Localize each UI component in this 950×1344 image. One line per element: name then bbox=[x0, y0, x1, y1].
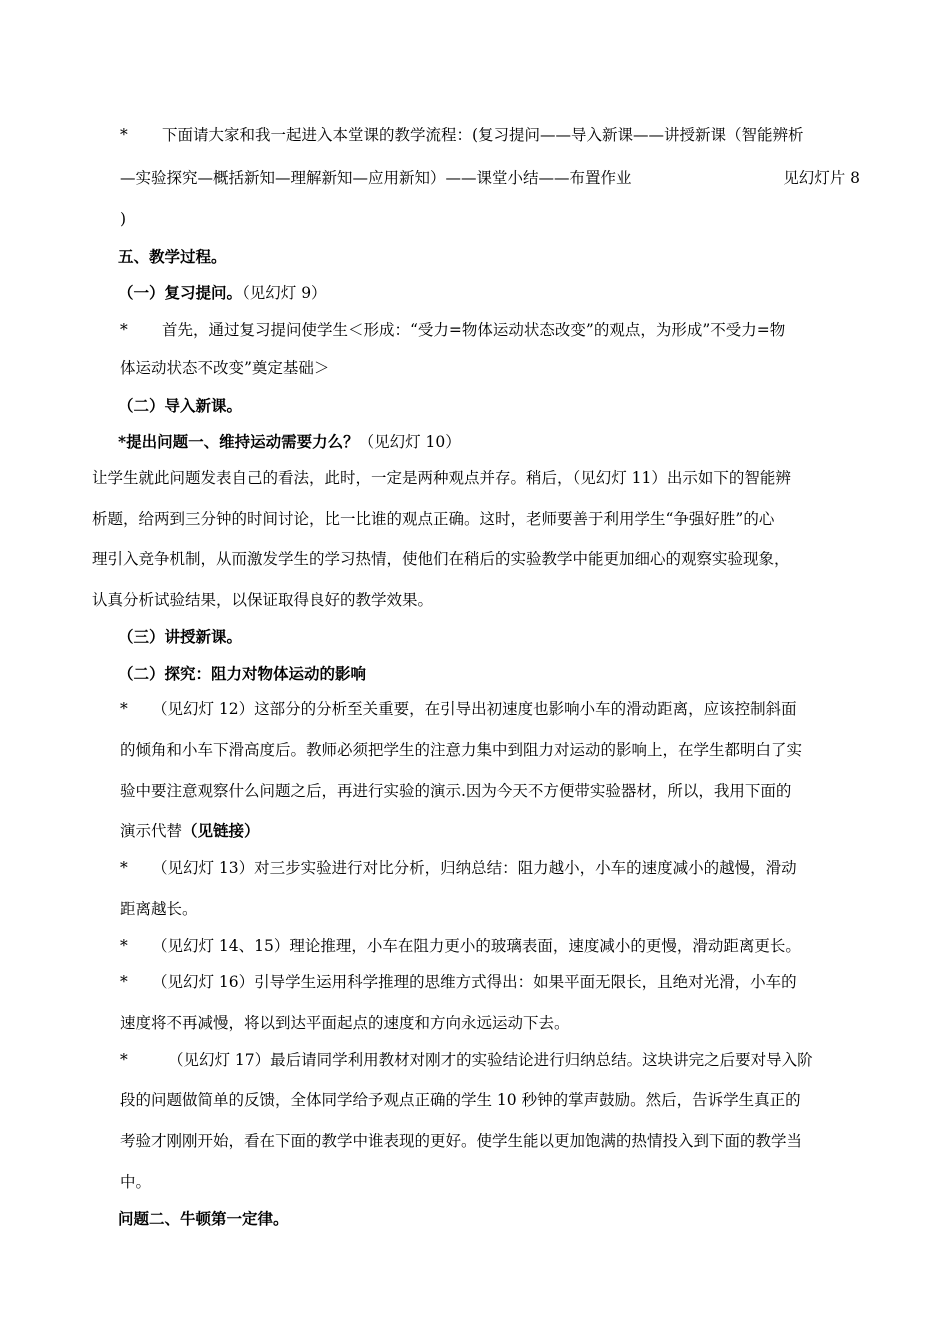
section-heading: 五、教学过程。 bbox=[118, 247, 227, 266]
paragraph-line: 让学生就此问题发表自己的看法，此时，一定是两种观点并存。稍后，（见幻灯 11）出示如下的智能辨 bbox=[92, 469, 791, 487]
subsection-heading: （二）探究：阻力对物体运动的影响 bbox=[118, 664, 367, 683]
text: （见幻灯 14、15）理论推理，小车在阻力更小的玻璃表面，速度减小的更慢，滑动距离更长。 bbox=[152, 937, 801, 955]
slide-ref: （见幻灯 10） bbox=[358, 433, 461, 451]
heading-text: *提出问题一、维持运动需要力么？ bbox=[118, 432, 359, 451]
paragraph-line bbox=[120, 699, 797, 719]
bullet-star: * bbox=[120, 1051, 128, 1069]
bullet-star: * bbox=[120, 321, 128, 339]
paragraph-flow-line bbox=[120, 125, 804, 145]
paragraph-line bbox=[120, 821, 260, 841]
paragraph-flow-line bbox=[120, 168, 860, 188]
paragraph-line bbox=[120, 320, 785, 340]
subsection-heading: （三）讲授新课。 bbox=[118, 627, 243, 646]
paragraph-line: 段的问题做简单的反馈，全体同学给予观点正确的学生 10 秒钟的掌声鼓励。然后，告诉学生真正的 bbox=[120, 1091, 801, 1109]
paragraph-line bbox=[120, 858, 797, 878]
paragraph-line: 的倾角和小车下滑高度后。教师必须把学生的注意力集中到阻力对运动的影响上，在学生都明白了实 bbox=[120, 741, 803, 759]
text: （见幻灯 17）最后请同学利用教材对刚才的实验结论进行归纳总结。这块讲完之后要对导入阶 bbox=[168, 1051, 813, 1069]
text: （见幻灯 12）这部分的分析至关重要，在引导出初速度也影响小车的滑动距离，应该控制斜面 bbox=[152, 700, 797, 718]
bullet-star: * bbox=[120, 973, 128, 991]
paragraph-line bbox=[120, 358, 329, 378]
link-note: （见链接） bbox=[182, 821, 260, 840]
subsection-heading: （二）导入新课。 bbox=[118, 396, 243, 415]
paragraph-flow-line bbox=[120, 209, 126, 229]
question-heading bbox=[118, 432, 461, 452]
bullet-star: * bbox=[120, 126, 128, 144]
text: 首先，通过复习提问使学生＜形成：“受力=物体运动状态改变”的观点，为形成”不受力=物 bbox=[162, 321, 786, 339]
question-heading: 问题二、牛顿第一定律。 bbox=[118, 1209, 289, 1228]
slide-ref: （见幻灯 9） bbox=[242, 284, 327, 302]
paragraph-line: 析题，给两到三分钟的时间讨论，比一比谁的观点正确。这时，老师要善于利用学生“争强好胜”的心 bbox=[92, 510, 775, 528]
heading-text: （一）复习提问。 bbox=[118, 283, 243, 302]
paragraph-line: 认真分析试验结果，以保证取得良好的教学效果。 bbox=[92, 591, 434, 609]
slide-ref: 见幻灯片 8 bbox=[783, 169, 860, 187]
bullet-star: * bbox=[120, 859, 128, 877]
text: 体运动状态不改变”奠定基础＞ bbox=[120, 359, 330, 377]
paragraph-line bbox=[120, 1050, 813, 1070]
text: 下面请大家和我一起进入本堂课的教学流程：(复习提问——导入新课——讲授新课（智能辨析 bbox=[162, 126, 804, 144]
paragraph-line: 验中要注意观察什么问题之后，再进行实验的演示.因为今天不方便带实验器材，所以，我用下面的 bbox=[120, 782, 792, 800]
paragraph-line bbox=[120, 936, 801, 956]
paragraph-line: 距离越长。 bbox=[120, 900, 198, 918]
bullet-star: * bbox=[120, 937, 128, 955]
text: —实验探究—概括新知—理解新知—应用新知）——课堂小结——布置作业 bbox=[120, 169, 632, 187]
paragraph-line: 速度将不再减慢，将以到达平面起点的速度和方向永远运动下去。 bbox=[120, 1014, 570, 1032]
paragraph-line: 理引入竞争机制，从而激发学生的学习热情，使他们在稍后的实验教学中能更加细心的观察实验现象， bbox=[92, 550, 790, 568]
paragraph-line bbox=[120, 972, 797, 992]
paragraph-line: 中。 bbox=[120, 1173, 152, 1191]
text: 演示代替 bbox=[120, 822, 183, 840]
text: （见幻灯 13）对三步实验进行对比分析，归纳总结：阻力越小，小车的速度减小的越慢，滑动 bbox=[152, 859, 797, 877]
text: （见幻灯 16）引导学生运用科学推理的思维方式得出：如果平面无限长，且绝对光滑，小车的 bbox=[152, 973, 797, 991]
text: ) bbox=[120, 210, 127, 228]
paragraph-line: 考验才刚刚开始，看在下面的教学中谁表现的更好。使学生能以更加饱满的热情投入到下面的教学当 bbox=[120, 1132, 803, 1150]
subsection-heading bbox=[118, 283, 327, 303]
bullet-star: * bbox=[120, 700, 128, 718]
